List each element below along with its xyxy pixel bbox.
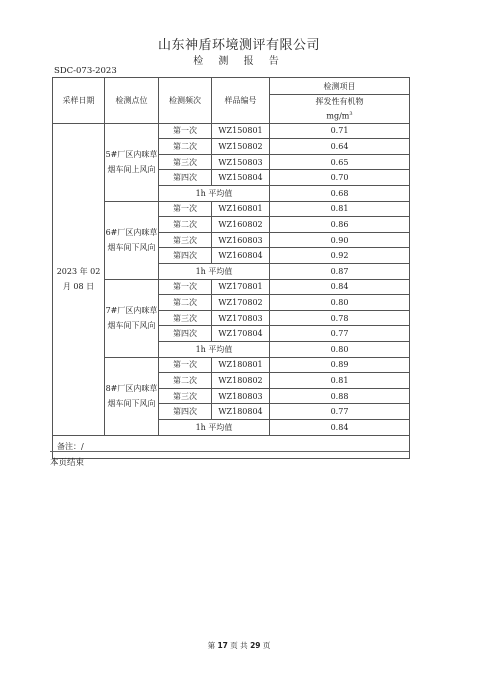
value-cell: 0.70 bbox=[270, 170, 410, 186]
frequency-cell: 第四次 bbox=[159, 404, 212, 420]
sample-id-cell: WZ160801 bbox=[212, 201, 270, 217]
sample-id-cell: WZ170804 bbox=[212, 326, 270, 342]
item-unit: $mg/m^3$ bbox=[326, 111, 353, 121]
table-row bbox=[53, 123, 410, 139]
average-value: 0.87 bbox=[270, 264, 410, 280]
sample-id-cell: WZ180803 bbox=[212, 388, 270, 404]
frequency-cell: 第一次 bbox=[159, 279, 212, 295]
average-value: 0.80 bbox=[270, 341, 410, 357]
col-header-frequency: 检测频次 bbox=[159, 78, 212, 124]
value-cell: 0.86 bbox=[270, 217, 410, 233]
item-name-cell bbox=[270, 95, 410, 124]
sample-id-cell: WZ170803 bbox=[212, 310, 270, 326]
value-cell: 0.90 bbox=[270, 232, 410, 248]
frequency-cell: 第四次 bbox=[159, 248, 212, 264]
report-number: SDC-073-2023 bbox=[54, 66, 117, 76]
sample-id-cell: WZ150802 bbox=[212, 139, 270, 155]
frequency-cell: 第二次 bbox=[159, 295, 212, 311]
value-cell: 0.89 bbox=[270, 357, 410, 373]
sample-id-cell: WZ170801 bbox=[212, 279, 270, 295]
page-number: 17 bbox=[217, 641, 228, 650]
frequency-cell: 第一次 bbox=[159, 123, 212, 139]
results-table bbox=[52, 77, 410, 459]
frequency-cell: 第一次 bbox=[159, 357, 212, 373]
value-cell: 0.88 bbox=[270, 388, 410, 404]
frequency-cell: 第二次 bbox=[159, 139, 212, 155]
average-label: 1h 平均值 bbox=[159, 264, 270, 280]
value-cell: 0.65 bbox=[270, 154, 410, 170]
frequency-cell: 第三次 bbox=[159, 388, 212, 404]
frequency-cell: 第四次 bbox=[159, 170, 212, 186]
average-label: 1h 平均值 bbox=[159, 341, 270, 357]
table-row bbox=[53, 201, 410, 217]
site-cell: 5#厂区内咪草烟车间上风向 bbox=[105, 123, 159, 201]
value-cell: 0.80 bbox=[270, 295, 410, 311]
sample-id-cell: WZ150803 bbox=[212, 154, 270, 170]
site-cell: 7#厂区内咪草烟车间下风向 bbox=[105, 279, 159, 357]
frequency-cell: 第二次 bbox=[159, 373, 212, 389]
value-cell: 0.71 bbox=[270, 123, 410, 139]
frequency-cell: 第三次 bbox=[159, 232, 212, 248]
value-cell: 0.81 bbox=[270, 201, 410, 217]
frequency-cell: 第二次 bbox=[159, 217, 212, 233]
frequency-cell: 第四次 bbox=[159, 326, 212, 342]
frequency-cell: 第一次 bbox=[159, 201, 212, 217]
value-cell: 0.92 bbox=[270, 248, 410, 264]
sample-id-cell: WZ160802 bbox=[212, 217, 270, 233]
average-label: 1h 平均值 bbox=[159, 186, 270, 202]
site-cell: 8#厂区内咪草烟车间下风向 bbox=[105, 357, 159, 435]
remark-row bbox=[53, 435, 410, 458]
sample-id-cell: WZ180802 bbox=[212, 373, 270, 389]
sample-id-cell: WZ180801 bbox=[212, 357, 270, 373]
sample-id-cell: WZ150801 bbox=[212, 123, 270, 139]
end-of-page-text: 本页结束 bbox=[50, 458, 85, 468]
report-title: 检 测 报 告 bbox=[193, 56, 285, 67]
sampling-date-cell: 2023 年 02 月 08 日 bbox=[53, 123, 105, 435]
col-header-date: 采样日期 bbox=[53, 78, 105, 124]
frequency-cell: 第三次 bbox=[159, 154, 212, 170]
value-cell: 0.84 bbox=[270, 279, 410, 295]
value-cell: 0.81 bbox=[270, 373, 410, 389]
table-row bbox=[53, 279, 410, 295]
end-divider bbox=[50, 451, 409, 452]
frequency-cell: 第三次 bbox=[159, 310, 212, 326]
value-cell: 0.77 bbox=[270, 326, 410, 342]
table-row bbox=[53, 357, 410, 373]
sample-id-cell: WZ160804 bbox=[212, 248, 270, 264]
value-cell: 0.78 bbox=[270, 310, 410, 326]
average-label: 1h 平均值 bbox=[159, 419, 270, 435]
company-name: 山东神盾环境测评有限公司 bbox=[157, 38, 320, 53]
sample-id-cell: WZ150804 bbox=[212, 170, 270, 186]
page-footer: 第 17 页 共 29 页 bbox=[207, 641, 271, 650]
col-header-sample-id: 样品编号 bbox=[212, 78, 270, 124]
sample-id-cell: WZ170802 bbox=[212, 295, 270, 311]
average-value: 0.68 bbox=[270, 186, 410, 202]
value-cell: 0.77 bbox=[270, 404, 410, 420]
sample-id-cell: WZ180804 bbox=[212, 404, 270, 420]
item-name: 挥发性有机物 bbox=[315, 97, 364, 106]
col-header-item: 检测项目 bbox=[270, 78, 410, 95]
value-cell: 0.64 bbox=[270, 139, 410, 155]
page-total: 29 bbox=[250, 641, 261, 650]
remark-cell: 备注：/ bbox=[53, 435, 410, 458]
site-cell: 6#厂区内咪草烟车间下风向 bbox=[105, 201, 159, 279]
average-value: 0.84 bbox=[270, 419, 410, 435]
sample-id-cell: WZ160803 bbox=[212, 232, 270, 248]
col-header-site: 检测点位 bbox=[105, 78, 159, 124]
